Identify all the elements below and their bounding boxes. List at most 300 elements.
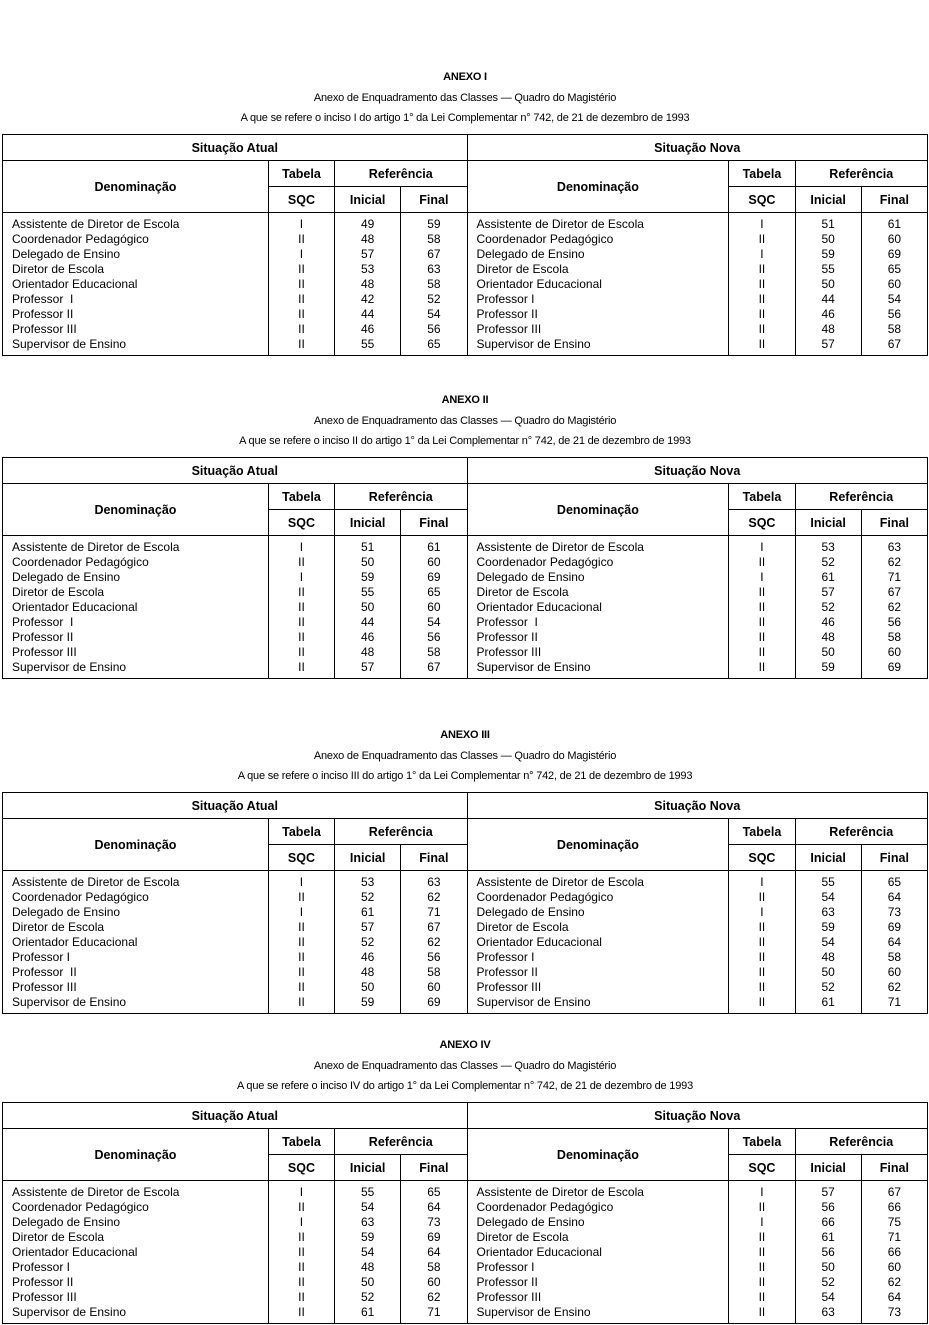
atual-final-cell: 60: [427, 555, 441, 569]
nova-sqc-cell: II: [758, 995, 766, 1009]
atual-final-cell: 61: [427, 540, 441, 554]
atual-final-cell: 58: [427, 277, 441, 291]
nova-inicial-cell: 46: [821, 307, 835, 321]
atual-inicial-cell: 54: [360, 1200, 375, 1214]
nova-name-cell: Supervisor de Ensino: [476, 1305, 591, 1319]
nova-final-cell: 58: [887, 950, 902, 964]
nova-sqc-cell: I: [760, 1215, 764, 1229]
annex-header: [2, 393, 928, 448]
atual-denominacao-column: [3, 1181, 269, 1324]
nova-inicial-cell: 53: [821, 540, 835, 554]
atual-final-cell: 58: [427, 1260, 441, 1274]
atual-name-cell: Delegado de Ensino: [12, 905, 121, 919]
nova-inicial-cell: 59: [821, 920, 835, 934]
nova-final-cell: 58: [887, 630, 902, 644]
nova-name-cell: Supervisor de Ensino: [476, 660, 591, 674]
atual-name-cell: Delegado de Ensino: [12, 247, 121, 261]
header-referencia-atual: Referência: [335, 484, 467, 510]
atual-name-cell: Professor II: [12, 307, 74, 321]
atual-sqc-cell: II: [298, 950, 305, 964]
atual-sqc-cell: II: [298, 307, 305, 321]
nova-final-cell: 67: [887, 337, 902, 351]
atual-sqc-cell: II: [298, 995, 305, 1009]
header-final-atual: Final: [401, 187, 467, 213]
atual-sqc-cell: I: [299, 570, 304, 584]
atual-final-cell: 52: [427, 292, 441, 306]
header-final-atual: Final: [401, 510, 467, 536]
atual-name-cell: Coordenador Pedagógico: [12, 1200, 149, 1214]
atual-inicial-cell: 50: [360, 600, 375, 614]
atual-name-cell: Supervisor de Ensino: [12, 1305, 127, 1319]
nova-inicial-cell: 54: [821, 1290, 835, 1304]
atual-name-cell: Orientador Educacional: [12, 935, 138, 949]
atual-inicial-cell: 61: [360, 905, 375, 919]
atual-final-cell: 56: [427, 322, 441, 336]
nova-inicial-cell: 44: [821, 292, 835, 306]
nova-final-cell: 62: [887, 980, 902, 994]
atual-inicial-cell: 54: [360, 1245, 375, 1259]
nova-inicial-cell: 46: [821, 615, 835, 629]
nova-sqc-cell: II: [758, 292, 766, 306]
atual-final-cell: 54: [427, 307, 441, 321]
header-sqc-atual: SQC: [268, 187, 334, 213]
nova-name-cell: Coordenador Pedagógico: [476, 555, 614, 569]
atual-name-cell: Coordenador Pedagógico: [12, 232, 149, 246]
header-situacao-nova: Situação Nova: [467, 458, 928, 484]
nova-name-cell: Professor III: [476, 645, 542, 659]
nova-name-cell: Delegado de Ensino: [476, 1215, 585, 1229]
nova-name-cell: Supervisor de Ensino: [476, 995, 591, 1009]
atual-final-cell: 73: [427, 1215, 441, 1229]
atual-inicial-cell: 53: [360, 875, 375, 889]
nova-inicial-cell: 61: [821, 570, 835, 584]
header-referencia-nova: Referência: [795, 1129, 927, 1155]
nova-inicial-column: [795, 871, 861, 1014]
nova-name-cell: Professor III: [476, 980, 542, 994]
nova-name-cell: Professor III: [476, 322, 542, 336]
nova-final-cell: 54: [887, 292, 902, 306]
nova-inicial-column: [795, 1181, 861, 1324]
header-situacao-atual: Situação Atual: [3, 458, 468, 484]
nova-final-cell: 56: [887, 307, 902, 321]
annex-subtitle: Anexo de Enquadramento das Classes — Quadro do Magistério: [313, 750, 617, 762]
atual-name-cell: Orientador Educacional: [12, 600, 138, 614]
nova-sqc-cell: II: [758, 1230, 766, 1244]
nova-inicial-cell: 50: [821, 1260, 835, 1274]
header-referencia-nova: Referência: [795, 484, 927, 510]
atual-sqc-cell: II: [298, 630, 305, 644]
atual-final-cell: 56: [427, 630, 441, 644]
atual-final-cell: 69: [427, 1230, 441, 1244]
atual-name-cell: Professor III: [12, 980, 77, 994]
table-body-row: [3, 536, 928, 679]
nova-sqc-cell: II: [758, 1245, 766, 1259]
atual-denominacao-column: [3, 871, 269, 1014]
header-denominacao-nova: Denominação: [467, 819, 729, 871]
nova-final-cell: 62: [887, 600, 902, 614]
atual-final-cell: 56: [427, 950, 441, 964]
atual-final-cell: 69: [427, 570, 441, 584]
atual-inicial-cell: 42: [360, 292, 375, 306]
atual-inicial-cell: 55: [360, 337, 375, 351]
nova-inicial-cell: 63: [821, 1305, 835, 1319]
atual-sqc-cell: I: [299, 1215, 304, 1229]
atual-final-column: [401, 536, 467, 679]
annex-legal-reference: A que se refere o inciso III do artigo 1° da Lei Complementar n° 742, de 21 de dezembro de 1993: [237, 770, 693, 782]
atual-name-cell: Supervisor de Ensino: [12, 995, 127, 1009]
table-body-row: [3, 1181, 928, 1324]
header-denominacao-atual: Denominação: [3, 819, 269, 871]
atual-final-cell: 62: [427, 935, 441, 949]
atual-inicial-column: [335, 213, 401, 356]
header-inicial-atual: Inicial: [335, 510, 401, 536]
atual-name-cell: Professor III: [12, 1290, 77, 1304]
annex-legal-reference: A que se refere o inciso I do artigo 1° da Lei Complementar n° 742, de 21 de dezembro de 1993: [240, 112, 690, 124]
header-tabela-nova: Tabela: [729, 484, 795, 510]
header-situacao-nova: Situação Nova: [467, 1103, 928, 1129]
nova-sqc-cell: II: [758, 555, 766, 569]
atual-inicial-cell: 55: [360, 585, 375, 599]
header-sqc-nova: SQC: [729, 187, 795, 213]
atual-inicial-cell: 48: [360, 277, 375, 291]
nova-sqc-column: [729, 536, 795, 679]
atual-name-cell: Professor I: [12, 292, 74, 306]
atual-final-cell: 67: [427, 247, 441, 261]
nova-sqc-cell: I: [760, 247, 764, 261]
header-denominacao-atual: Denominação: [3, 1129, 269, 1181]
nova-inicial-cell: 52: [821, 600, 835, 614]
nova-inicial-cell: 50: [821, 965, 835, 979]
nova-final-cell: 65: [887, 875, 902, 889]
header-tabela-atual: Tabela: [268, 484, 334, 510]
atual-inicial-cell: 48: [360, 1260, 375, 1274]
nova-final-column: [861, 213, 927, 356]
nova-sqc-cell: II: [758, 615, 766, 629]
atual-name-cell: Delegado de Ensino: [12, 1215, 121, 1229]
nova-name-cell: Assistente de Diretor de Escola: [476, 217, 644, 231]
atual-inicial-cell: 57: [360, 247, 375, 261]
atual-inicial-cell: 52: [360, 1290, 375, 1304]
nova-inicial-cell: 52: [821, 1275, 835, 1289]
atual-final-cell: 63: [427, 262, 441, 276]
nova-final-cell: 60: [887, 965, 902, 979]
atual-sqc-cell: II: [298, 920, 305, 934]
atual-final-cell: 67: [427, 920, 441, 934]
atual-final-cell: 54: [427, 615, 441, 629]
atual-sqc-column: [268, 1181, 334, 1324]
atual-final-cell: 69: [427, 995, 441, 1009]
header-situacao-atual: Situação Atual: [3, 135, 468, 161]
nova-final-cell: 60: [887, 1260, 902, 1274]
nova-inicial-cell: 50: [821, 277, 835, 291]
atual-sqc-cell: II: [298, 1290, 305, 1304]
atual-sqc-cell: II: [298, 1245, 305, 1259]
nova-final-cell: 69: [887, 247, 902, 261]
nova-final-cell: 71: [887, 1230, 902, 1244]
atual-inicial-cell: 50: [360, 1275, 375, 1289]
header-inicial-atual: Inicial: [335, 1155, 401, 1181]
nova-name-cell: Supervisor de Ensino: [476, 337, 591, 351]
header-tabela-atual: Tabela: [268, 161, 334, 187]
atual-name-cell: Professor III: [12, 322, 77, 336]
nova-sqc-cell: I: [760, 875, 764, 889]
header-final-nova: Final: [861, 510, 927, 536]
nova-inicial-cell: 55: [821, 262, 835, 276]
nova-name-cell: Coordenador Pedagógico: [476, 1200, 614, 1214]
atual-sqc-cell: II: [298, 1260, 305, 1274]
nova-sqc-column: [729, 871, 795, 1014]
header-inicial-nova: Inicial: [795, 1155, 861, 1181]
annex-subtitle: Anexo de Enquadramento das Classes — Quadro do Magistério: [313, 92, 617, 104]
header-inicial-nova: Inicial: [795, 510, 861, 536]
atual-inicial-cell: 59: [360, 570, 375, 584]
nova-final-cell: 64: [887, 935, 902, 949]
nova-inicial-cell: 57: [821, 1185, 835, 1199]
atual-sqc-cell: II: [298, 337, 305, 351]
atual-final-column: [401, 871, 467, 1014]
nova-final-cell: 73: [887, 905, 902, 919]
atual-denominacao-column: [3, 213, 269, 356]
atual-final-column: [401, 213, 467, 356]
atual-name-cell: Delegado de Ensino: [12, 570, 121, 584]
atual-final-cell: 58: [427, 645, 441, 659]
nova-denominacao-column: [467, 871, 729, 1014]
nova-final-cell: 69: [887, 920, 902, 934]
nova-sqc-cell: II: [758, 950, 766, 964]
atual-name-cell: Coordenador Pedagógico: [12, 555, 149, 569]
nova-sqc-cell: II: [758, 262, 766, 276]
header-sqc-nova: SQC: [729, 845, 795, 871]
annex-header: [2, 728, 928, 783]
atual-sqc-cell: I: [299, 247, 304, 261]
atual-sqc-cell: I: [299, 905, 304, 919]
nova-sqc-cell: II: [758, 660, 766, 674]
nova-sqc-column: [729, 213, 795, 356]
nova-sqc-cell: II: [758, 1200, 766, 1214]
atual-inicial-cell: 57: [360, 920, 375, 934]
nova-name-cell: Orientador Educacional: [476, 935, 602, 949]
nova-sqc-cell: II: [758, 1290, 766, 1304]
nova-name-cell: Assistente de Diretor de Escola: [476, 540, 644, 554]
header-tabela-atual: Tabela: [268, 1129, 334, 1155]
nova-denominacao-column: [467, 213, 729, 356]
atual-sqc-cell: II: [298, 277, 305, 291]
nova-final-cell: 67: [887, 1185, 902, 1199]
atual-inicial-cell: 48: [360, 965, 375, 979]
atual-inicial-cell: 53: [360, 262, 375, 276]
atual-inicial-column: [335, 536, 401, 679]
atual-name-cell: Orientador Educacional: [12, 1245, 138, 1259]
atual-sqc-cell: II: [298, 555, 305, 569]
atual-sqc-cell: II: [298, 935, 305, 949]
atual-final-cell: 58: [427, 965, 441, 979]
nova-sqc-cell: II: [758, 307, 766, 321]
atual-sqc-cell: I: [299, 1185, 304, 1199]
atual-inicial-cell: 46: [360, 322, 375, 336]
annex-title: ANEXO III: [440, 729, 490, 741]
atual-sqc-cell: II: [298, 292, 305, 306]
atual-final-cell: 64: [427, 1245, 441, 1259]
nova-sqc-cell: I: [760, 540, 764, 554]
nova-sqc-cell: II: [758, 1275, 766, 1289]
nova-sqc-cell: II: [758, 277, 766, 291]
atual-sqc-cell: II: [298, 1200, 305, 1214]
nova-final-cell: 60: [887, 232, 902, 246]
atual-sqc-cell: II: [298, 232, 305, 246]
atual-name-cell: Professor I: [12, 615, 74, 629]
header-situacao-atual: Situação Atual: [3, 1103, 468, 1129]
annex-subtitle: Anexo de Enquadramento das Classes — Quadro do Magistério: [313, 415, 617, 427]
nova-inicial-cell: 63: [821, 905, 835, 919]
atual-inicial-cell: 44: [360, 615, 375, 629]
atual-sqc-cell: II: [298, 1305, 305, 1319]
atual-final-cell: 65: [427, 585, 441, 599]
atual-name-cell: Professor II: [12, 1275, 74, 1289]
nova-inicial-cell: 48: [821, 322, 835, 336]
atual-sqc-cell: II: [298, 1275, 305, 1289]
table-body-row: [3, 213, 928, 356]
atual-name-cell: Diretor de Escola: [12, 920, 105, 934]
nova-inicial-cell: 51: [821, 217, 835, 231]
nova-final-cell: 62: [887, 1275, 902, 1289]
nova-sqc-cell: II: [758, 920, 766, 934]
nova-inicial-cell: 52: [821, 980, 835, 994]
atual-final-cell: 60: [427, 980, 441, 994]
nova-final-cell: 63: [887, 540, 902, 554]
atual-sqc-cell: II: [298, 645, 305, 659]
header-sqc-atual: SQC: [268, 1155, 334, 1181]
annex-title: ANEXO I: [443, 71, 487, 83]
atual-inicial-cell: 59: [360, 995, 375, 1009]
header-inicial-nova: Inicial: [795, 845, 861, 871]
annex-section-2: [2, 393, 928, 679]
atual-name-cell: Diretor de Escola: [12, 1230, 105, 1244]
nova-sqc-cell: II: [758, 630, 766, 644]
atual-name-cell: Professor I: [12, 950, 71, 964]
nova-name-cell: Coordenador Pedagógico: [476, 232, 614, 246]
atual-sqc-cell: II: [298, 890, 305, 904]
nova-inicial-cell: 50: [821, 232, 835, 246]
header-final-nova: Final: [861, 1155, 927, 1181]
nova-name-cell: Diretor de Escola: [476, 1230, 569, 1244]
atual-sqc-cell: I: [299, 217, 304, 231]
nova-name-cell: Orientador Educacional: [476, 600, 602, 614]
nova-name-cell: Delegado de Ensino: [476, 905, 585, 919]
annex-legal-reference: A que se refere o inciso II do artigo 1° da Lei Complementar n° 742, de 21 de dezembro de 1993: [239, 435, 691, 447]
header-final-nova: Final: [861, 845, 927, 871]
atual-final-cell: 60: [427, 1275, 441, 1289]
atual-inicial-cell: 46: [360, 950, 375, 964]
nova-inicial-cell: 56: [821, 1200, 835, 1214]
header-inicial-atual: Inicial: [335, 845, 401, 871]
atual-final-cell: 65: [427, 1185, 441, 1199]
atual-denominacao-column: [3, 536, 269, 679]
annex-title: ANEXO IV: [439, 1039, 491, 1051]
nova-inicial-cell: 61: [821, 995, 835, 1009]
atual-name-cell: Assistente de Diretor de Escola: [12, 1185, 180, 1199]
nova-inicial-cell: 57: [821, 585, 835, 599]
nova-sqc-cell: II: [758, 600, 766, 614]
atual-sqc-column: [268, 213, 334, 356]
nova-inicial-cell: 56: [821, 1245, 835, 1259]
classification-table: [2, 134, 928, 356]
nova-final-cell: 60: [887, 645, 902, 659]
nova-final-cell: 64: [887, 1290, 902, 1304]
atual-name-cell: Professor III: [12, 645, 77, 659]
header-denominacao-atual: Denominação: [3, 161, 269, 213]
header-sqc-nova: SQC: [729, 510, 795, 536]
nova-name-cell: Delegado de Ensino: [476, 247, 585, 261]
atual-sqc-cell: II: [298, 322, 305, 336]
header-denominacao-atual: Denominação: [3, 484, 269, 536]
atual-name-cell: Assistente de Diretor de Escola: [12, 217, 180, 231]
header-sqc-nova: SQC: [729, 1155, 795, 1181]
atual-sqc-cell: II: [298, 660, 305, 674]
atual-final-cell: 63: [427, 875, 441, 889]
atual-name-cell: Supervisor de Ensino: [12, 660, 127, 674]
nova-name-cell: Diretor de Escola: [476, 262, 569, 276]
header-situacao-nova: Situação Nova: [467, 135, 928, 161]
header-denominacao-nova: Denominação: [467, 161, 729, 213]
nova-inicial-cell: 55: [821, 875, 835, 889]
atual-sqc-cell: I: [299, 875, 304, 889]
header-tabela-nova: Tabela: [729, 1129, 795, 1155]
nova-final-cell: 71: [887, 995, 902, 1009]
atual-inicial-cell: 52: [360, 935, 375, 949]
nova-name-cell: Professor II: [476, 307, 538, 321]
nova-inicial-cell: 61: [821, 1230, 835, 1244]
nova-name-cell: Professor I: [476, 1260, 535, 1274]
header-inicial-atual: Inicial: [335, 187, 401, 213]
atual-final-cell: 65: [427, 337, 441, 351]
nova-sqc-cell: I: [760, 570, 764, 584]
table-body-row: [3, 871, 928, 1014]
nova-final-cell: 64: [887, 890, 902, 904]
nova-inicial-cell: 59: [821, 247, 835, 261]
nova-final-cell: 66: [887, 1245, 902, 1259]
nova-final-cell: 67: [887, 585, 902, 599]
atual-final-column: [401, 1181, 467, 1324]
atual-final-cell: 64: [427, 1200, 441, 1214]
annex-header: [2, 70, 928, 125]
atual-sqc-cell: II: [298, 1230, 305, 1244]
header-referencia-nova: Referência: [795, 819, 927, 845]
header-referencia-atual: Referência: [335, 161, 467, 187]
atual-name-cell: Assistente de Diretor de Escola: [12, 875, 180, 889]
atual-inicial-cell: 48: [360, 232, 375, 246]
nova-sqc-cell: II: [758, 965, 766, 979]
nova-name-cell: Assistente de Diretor de Escola: [476, 1185, 644, 1199]
nova-final-column: [861, 1181, 927, 1324]
nova-final-cell: 60: [887, 277, 902, 291]
nova-inicial-column: [795, 536, 861, 679]
nova-name-cell: Orientador Educacional: [476, 277, 602, 291]
nova-inicial-cell: 59: [821, 660, 835, 674]
nova-name-cell: Professor III: [476, 1290, 542, 1304]
nova-final-cell: 65: [887, 262, 902, 276]
atual-name-cell: Orientador Educacional: [12, 277, 138, 291]
nova-sqc-cell: II: [758, 1305, 766, 1319]
annex-legal-reference: A que se refere o inciso IV do artigo 1° da Lei Complementar n° 742, de 21 de dezembro de 1993: [237, 1080, 693, 1092]
nova-sqc-cell: II: [758, 1260, 766, 1274]
atual-inicial-cell: 49: [360, 217, 375, 231]
header-final-atual: Final: [401, 1155, 467, 1181]
nova-final-cell: 66: [887, 1200, 902, 1214]
nova-inicial-column: [795, 213, 861, 356]
nova-inicial-cell: 48: [821, 630, 835, 644]
nova-name-cell: Coordenador Pedagógico: [476, 890, 614, 904]
atual-sqc-column: [268, 536, 334, 679]
